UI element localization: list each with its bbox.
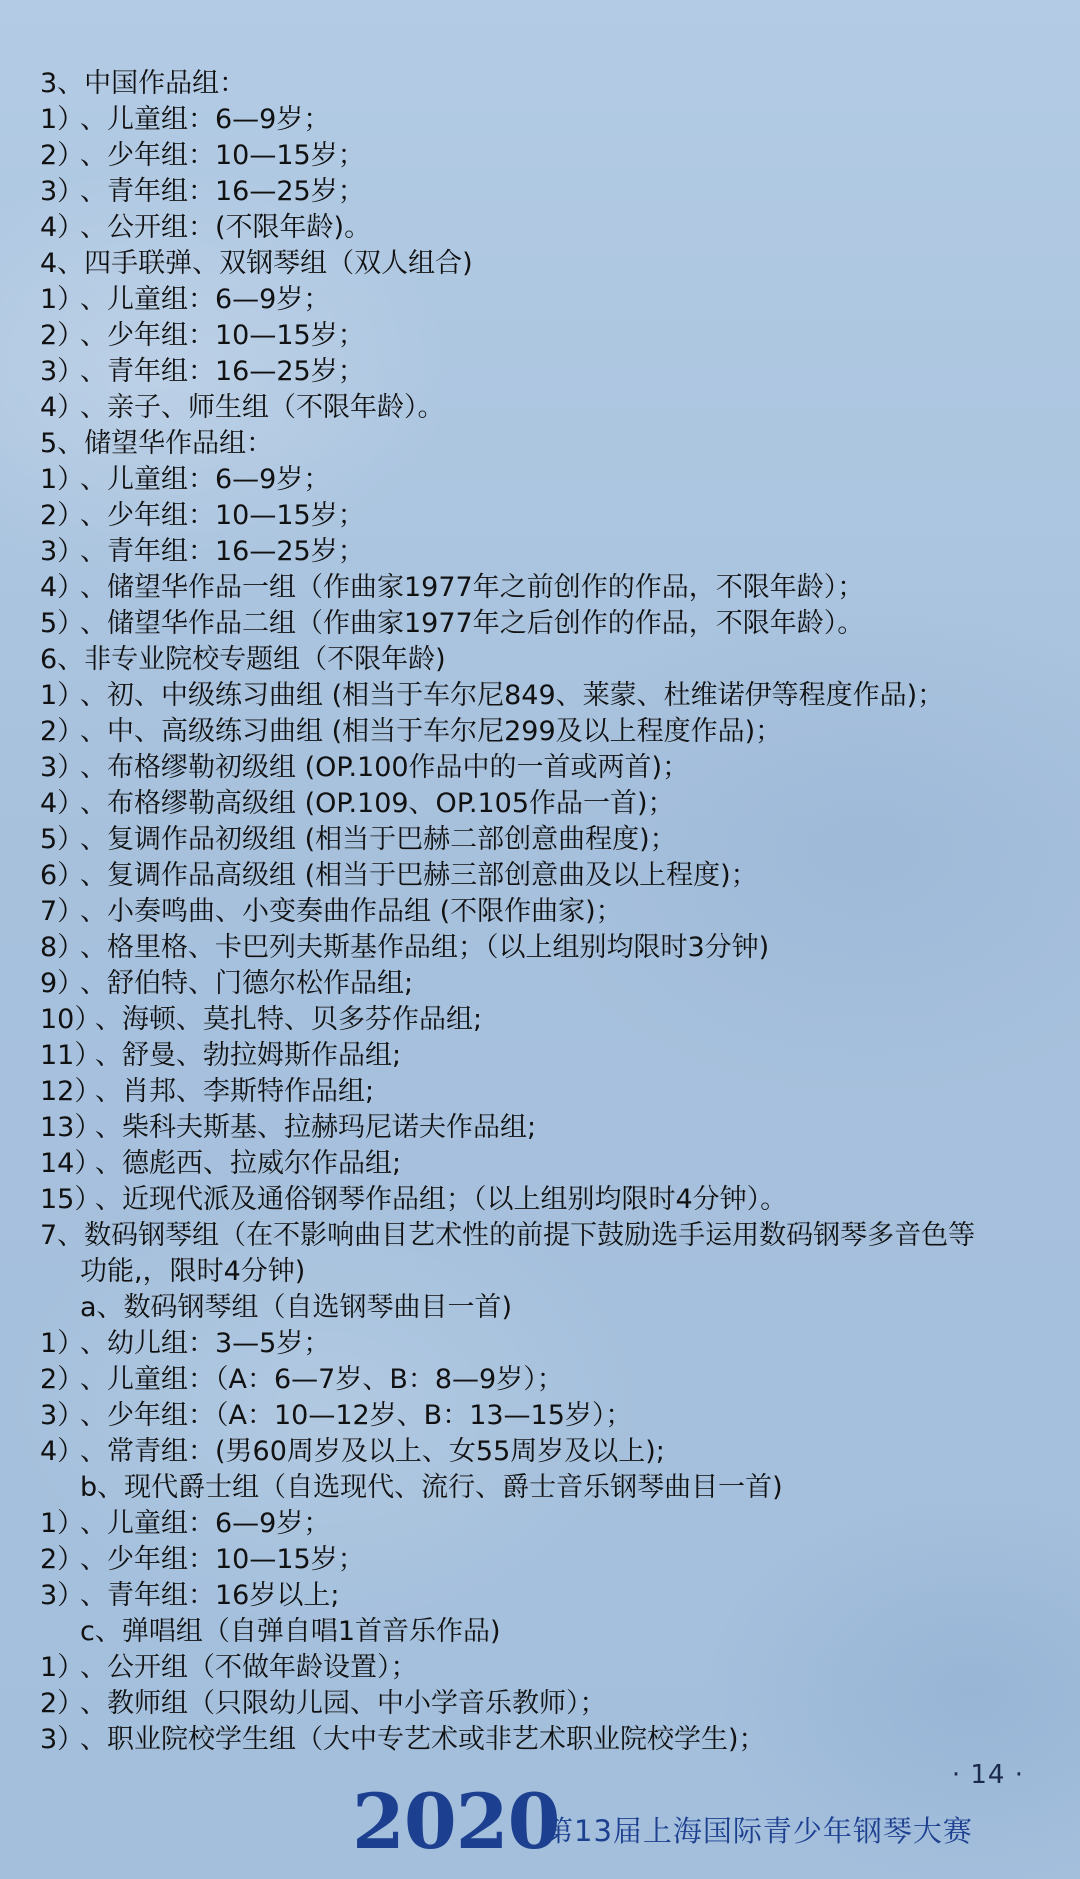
list-item: [0, 1038, 1080, 1074]
list-item: [0, 966, 1080, 1002]
list-item: [0, 1434, 1080, 1470]
item-text: 、少年组：10—15岁；: [80, 140, 365, 171]
line-text: 7、数码钢琴组（在不影响曲目艺术性的前提下鼓励选手运用数码钢琴多音色等: [40, 1220, 976, 1251]
footer-year: 2020: [352, 1777, 560, 1866]
subsection-heading: [0, 1290, 1080, 1326]
list-item: [0, 1110, 1080, 1146]
item-number: 1）: [40, 464, 85, 495]
item-number: 3）: [40, 356, 85, 387]
line-text: 5、储望华作品组：: [40, 428, 274, 459]
item-text: 、海顿、莫扎特、贝多芬作品组;: [95, 1004, 483, 1035]
list-item: [0, 354, 1080, 390]
line-text: c、弹唱组（自弹自唱1首音乐作品): [80, 1616, 501, 1647]
item-number: 2）: [40, 1688, 85, 1719]
item-number: 2）: [40, 320, 85, 351]
item-number: 10）: [40, 1004, 102, 1035]
item-number: 4）: [40, 212, 85, 243]
list-item: [0, 390, 1080, 426]
item-text: 、公开组（不做年龄设置）；: [80, 1652, 418, 1683]
line-text: a、数码钢琴组（自选钢琴曲目一首): [80, 1292, 513, 1323]
item-number: 4）: [40, 788, 85, 819]
item-text: 、少年组：（A：10—12岁、B：13—15岁）；: [80, 1400, 633, 1431]
item-number: 12）: [40, 1076, 102, 1107]
page-footer: [0, 1760, 1080, 1879]
subsection-heading: [0, 1614, 1080, 1650]
item-text: 、青年组：16—25岁；: [80, 176, 365, 207]
item-number: 1）: [40, 680, 85, 711]
item-text: 、少年组：10—15岁；: [80, 1544, 365, 1575]
item-number: 3）: [40, 176, 85, 207]
list-item: [0, 714, 1080, 750]
item-number: 4）: [40, 572, 85, 603]
item-number: 1）: [40, 1328, 85, 1359]
item-text: 、少年组：10—15岁；: [80, 320, 365, 351]
item-text: 、常青组：(男60周岁及以上、女55周岁及以上);: [80, 1436, 665, 1467]
list-item: [0, 678, 1080, 714]
list-item: [0, 894, 1080, 930]
item-number: 4）: [40, 1436, 85, 1467]
list-item: [0, 174, 1080, 210]
list-item: [0, 1722, 1080, 1758]
list-item: [0, 1506, 1080, 1542]
item-text: 、职业院校学生组（大中专艺术或非艺术职业院校学生)；: [80, 1724, 766, 1755]
section-heading: [0, 1218, 1080, 1254]
item-text: 、儿童组：6—9岁；: [80, 1508, 331, 1539]
list-item: [0, 1686, 1080, 1722]
item-number: 2）: [40, 716, 85, 747]
item-text: 、青年组：16—25岁；: [80, 536, 365, 567]
item-text: 、格里格、卡巴列夫斯基作品组；（以上组别均限时3分钟): [80, 932, 770, 963]
item-text: 、布格缪勒初级组 (OP.100作品中的一首或两首)；: [80, 752, 690, 783]
item-number: 13）: [40, 1112, 102, 1143]
list-item: [0, 318, 1080, 354]
item-number: 9）: [40, 968, 85, 999]
item-text: 、柴科夫斯基、拉赫玛尼诺夫作品组;: [95, 1112, 537, 1143]
section-heading-continuation: [0, 1254, 1080, 1290]
section-heading: [0, 246, 1080, 282]
line-text: 功能,，限时4分钟): [80, 1256, 306, 1287]
document-body: [0, 66, 1080, 1758]
list-item: [0, 138, 1080, 174]
item-text: 、储望华作品二组（作曲家1977年之后创作的作品，不限年龄）。: [80, 608, 865, 639]
list-item: [0, 1542, 1080, 1578]
list-item: [0, 102, 1080, 138]
item-text: 、德彪西、拉威尔作品组;: [95, 1148, 402, 1179]
footer-title: 第13届上海国际青少年钢琴大赛: [544, 1814, 973, 1848]
item-number: 2）: [40, 140, 85, 171]
list-item: [0, 786, 1080, 822]
item-text: 、教师组（只限幼儿园、中小学音乐教师）；: [80, 1688, 607, 1719]
item-text: 、公开组：(不限年龄)。: [80, 212, 372, 243]
item-number: 2）: [40, 1544, 85, 1575]
list-item: [0, 822, 1080, 858]
item-text: 、中、高级练习曲组 (相当于车尔尼299及以上程度作品)；: [80, 716, 783, 747]
item-text: 、少年组：10—15岁；: [80, 500, 365, 531]
item-text: 、初、中级练习曲组 (相当于车尔尼849、莱蒙、杜维诺伊等程度作品)；: [80, 680, 945, 711]
subsection-heading: [0, 1470, 1080, 1506]
list-item: [0, 1398, 1080, 1434]
item-number: 5）: [40, 824, 85, 855]
item-text: 、亲子、师生组（不限年龄）。: [80, 392, 445, 423]
line-text: 3、中国作品组：: [40, 68, 247, 99]
item-text: 、儿童组：6—9岁；: [80, 284, 331, 315]
list-item: [0, 1002, 1080, 1038]
list-item: [0, 858, 1080, 894]
item-number: 15）: [40, 1184, 102, 1215]
item-text: 、近现代派及通俗钢琴作品组；（以上组别均限时4分钟）。: [95, 1184, 788, 1215]
list-item: [0, 750, 1080, 786]
list-item: [0, 1074, 1080, 1110]
item-number: 8）: [40, 932, 85, 963]
list-item: [0, 1326, 1080, 1362]
item-number: 2）: [40, 1364, 85, 1395]
item-text: 、儿童组：6—9岁；: [80, 464, 331, 495]
item-number: 3）: [40, 1400, 85, 1431]
list-item: [0, 930, 1080, 966]
item-number: 11）: [40, 1040, 102, 1071]
section-heading: [0, 426, 1080, 462]
item-text: 、儿童组：（A：6—7岁、B：8—9岁）；: [80, 1364, 564, 1395]
item-number: 2）: [40, 500, 85, 531]
list-item: [0, 1362, 1080, 1398]
line-text: b、现代爵士组（自选现代、流行、爵士音乐钢琴曲目一首): [80, 1472, 783, 1503]
list-item: [0, 498, 1080, 534]
item-text: 、复调作品高级组 (相当于巴赫三部创意曲及以上程度)；: [80, 860, 758, 891]
line-text: 6、非专业院校专题组（不限年龄): [40, 644, 446, 675]
item-text: 、青年组：16—25岁；: [80, 356, 365, 387]
item-text: 、肖邦、李斯特作品组;: [95, 1076, 375, 1107]
item-number: 6）: [40, 860, 85, 891]
item-text: 、舒伯特、门德尔松作品组;: [80, 968, 414, 999]
list-item: [0, 210, 1080, 246]
item-number: 3）: [40, 1724, 85, 1755]
item-text: 、小奏鸣曲、小变奏曲作品组 (不限作曲家)；: [80, 896, 623, 927]
item-text: 、儿童组：6—9岁；: [80, 104, 331, 135]
item-text: 、青年组：16岁以上;: [80, 1580, 340, 1611]
list-item: [0, 1650, 1080, 1686]
section-heading: [0, 66, 1080, 102]
item-number: 7）: [40, 896, 85, 927]
list-item: [0, 606, 1080, 642]
item-number: 5）: [40, 608, 85, 639]
item-number: 1）: [40, 104, 85, 135]
line-text: 4、四手联弹、双钢琴组（双人组合): [40, 248, 473, 279]
item-number: 3）: [40, 1580, 85, 1611]
item-number: 3）: [40, 752, 85, 783]
item-text: 、幼儿组：3—5岁；: [80, 1328, 331, 1359]
list-item: [0, 1578, 1080, 1614]
list-item: [0, 462, 1080, 498]
list-item: [0, 570, 1080, 606]
page-number: · 14 ·: [951, 1760, 1024, 1790]
item-number: 4）: [40, 392, 85, 423]
item-number: 14）: [40, 1148, 102, 1179]
list-item: [0, 1182, 1080, 1218]
item-number: 1）: [40, 1508, 85, 1539]
item-text: 、复调作品初级组 (相当于巴赫二部创意曲程度)；: [80, 824, 677, 855]
item-text: 、舒曼、勃拉姆斯作品组;: [95, 1040, 402, 1071]
list-item: [0, 282, 1080, 318]
item-text: 、储望华作品一组（作曲家1977年之前创作的作品，不限年龄）；: [80, 572, 865, 603]
item-number: 1）: [40, 1652, 85, 1683]
item-number: 3）: [40, 536, 85, 567]
item-text: 、布格缪勒高级组 (OP.109、OP.105作品一首)；: [80, 788, 675, 819]
section-heading: [0, 642, 1080, 678]
list-item: [0, 1146, 1080, 1182]
list-item: [0, 534, 1080, 570]
item-number: 1）: [40, 284, 85, 315]
